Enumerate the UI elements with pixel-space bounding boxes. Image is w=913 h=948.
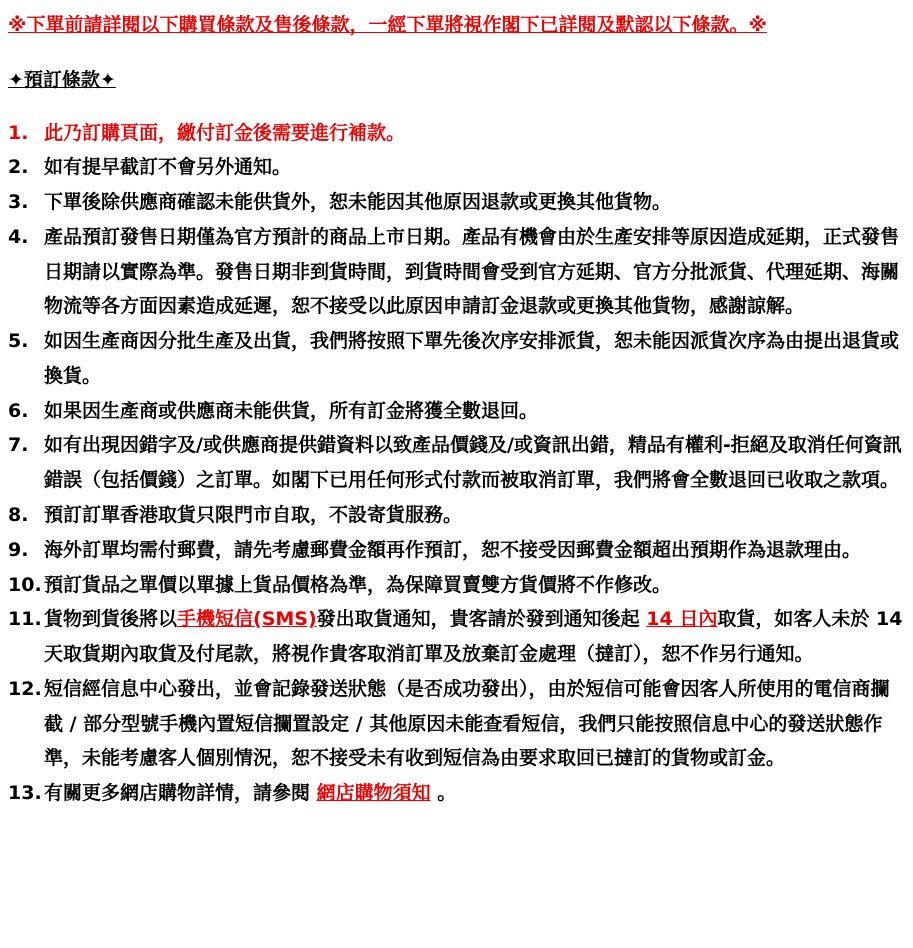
- term-text: 如有出現因錯字及/或供應商提供錯資料以致產品價錢及/或資訊出錯，精品有權利-拒絕及取消任何資訊錯誤（包括價錢）之訂單。如閣下已用任何形式付款而被取消訂單，我們將會全數退回已收取之款項。: [44, 434, 902, 492]
- term-item-8: [8, 498, 905, 533]
- term-item-13: [8, 776, 905, 811]
- sms-notice-link[interactable]: 手機短信(SMS): [177, 608, 317, 631]
- term-text: 預訂訂單香港取貨只限門市自取，不設寄貨服務。: [44, 504, 463, 527]
- term-number: 12.: [8, 677, 42, 700]
- term-number: 8.: [8, 504, 29, 527]
- shop-guide-link[interactable]: 網店購物須知: [316, 782, 431, 805]
- term-text-segment: 。: [430, 782, 457, 805]
- term-item-6: [8, 394, 905, 429]
- term-item-3: [8, 185, 905, 220]
- term-text-segment: 有關更多網店購物詳情，請參閱: [44, 782, 317, 805]
- term-item-5: [8, 324, 905, 394]
- section-heading-preorder-terms: ✦預訂條款✦: [8, 68, 116, 91]
- term-text-segment: 發出取貨通知，貴客請於發到通知後起: [316, 608, 647, 631]
- term-item-2: [8, 150, 905, 185]
- term-text: 海外訂單均需付郵費，請先考慮郵費金額再作預訂，恕不接受因郵費金額超出預期作為退款理由。: [44, 538, 862, 561]
- term-text: [44, 602, 905, 672]
- term-text: 如因生產商因分批生產及出貨，我們將按照下單先後次序安排派貨，恕未能因派貨次序為由提出退貨或換貨。: [44, 330, 900, 387]
- term-text: 如果因生產商或供應商未能供貨，所有訂金將獲全數退回。: [44, 399, 539, 422]
- term-text: 下單後除供應商確認未能供貨外，恕未能因其他原因退款或更換其他貨物。: [44, 191, 672, 214]
- term-text: [44, 776, 905, 811]
- term-number: 5.: [8, 330, 29, 353]
- term-text: 產品預訂發售日期僅為官方預計的商品上市日期。產品有機會由於生產安排等原因造成延期，正式發售日期請以實際為準。發售日期非到貨時間，到貨時間會受到官方延期、官方分批派貨、代理延期、海關物流等各方面因素造成延遲，恕不接受以此原因申請訂金退款或更換其他貨物，感謝諒解。: [44, 225, 900, 318]
- term-number: 1.: [8, 121, 29, 144]
- term-number: 3.: [8, 191, 29, 214]
- term-number: 7.: [8, 434, 29, 457]
- pickup-deadline-highlight: 14 日內: [646, 608, 718, 631]
- term-number: 4.: [8, 225, 29, 248]
- term-text-segment: 取貨，如客人未於 14 天取貨期內取貨及付尾款，將視作貴客取消訂單及放棄訂金處理（撻訂），恕不作另行通知。: [44, 608, 903, 666]
- term-number: 9.: [8, 538, 29, 561]
- term-item-10: [8, 568, 905, 603]
- term-number: 10.: [8, 573, 42, 596]
- term-text: 短信經信息中心發出，並會記錄發送狀態（是否成功發出），由於短信可能會因客人所使用的電信商攔截 / 部分型號手機內置短信攔置設定 / 其他原因未能查看短信，我們只能按照信息中心的發送狀態作準，未能考慮客人個別情況，恕不接受未有收到短信為由要求取回已撻訂的貨物或訂金。: [44, 677, 890, 770]
- term-item-7: [8, 428, 905, 498]
- term-item-11: [8, 602, 905, 672]
- term-text-segment: 貨物到貨後將以: [44, 608, 178, 631]
- term-item-4: [8, 220, 905, 324]
- term-item-9: [8, 533, 905, 568]
- term-text: 此乃訂購頁面，繳付訂金後需要進行補款。: [44, 121, 406, 144]
- term-number: 13.: [8, 782, 42, 805]
- term-item-12: [8, 672, 905, 776]
- term-text: 預訂貨品之單價以單據上貨品價格為準，為保障買賣雙方貨價將不作修改。: [44, 573, 672, 596]
- term-number: 2.: [8, 156, 29, 179]
- term-number: 6.: [8, 399, 29, 422]
- term-item-1: [8, 116, 905, 151]
- terms-list: [8, 116, 905, 811]
- term-number: 11.: [8, 608, 42, 631]
- page-title: ※下單前請詳閱以下購買條款及售後條款，一經下單將視作閣下已詳閱及默認以下條款。※: [8, 14, 767, 36]
- term-text: 如有提早截訂不會另外通知。: [44, 156, 292, 179]
